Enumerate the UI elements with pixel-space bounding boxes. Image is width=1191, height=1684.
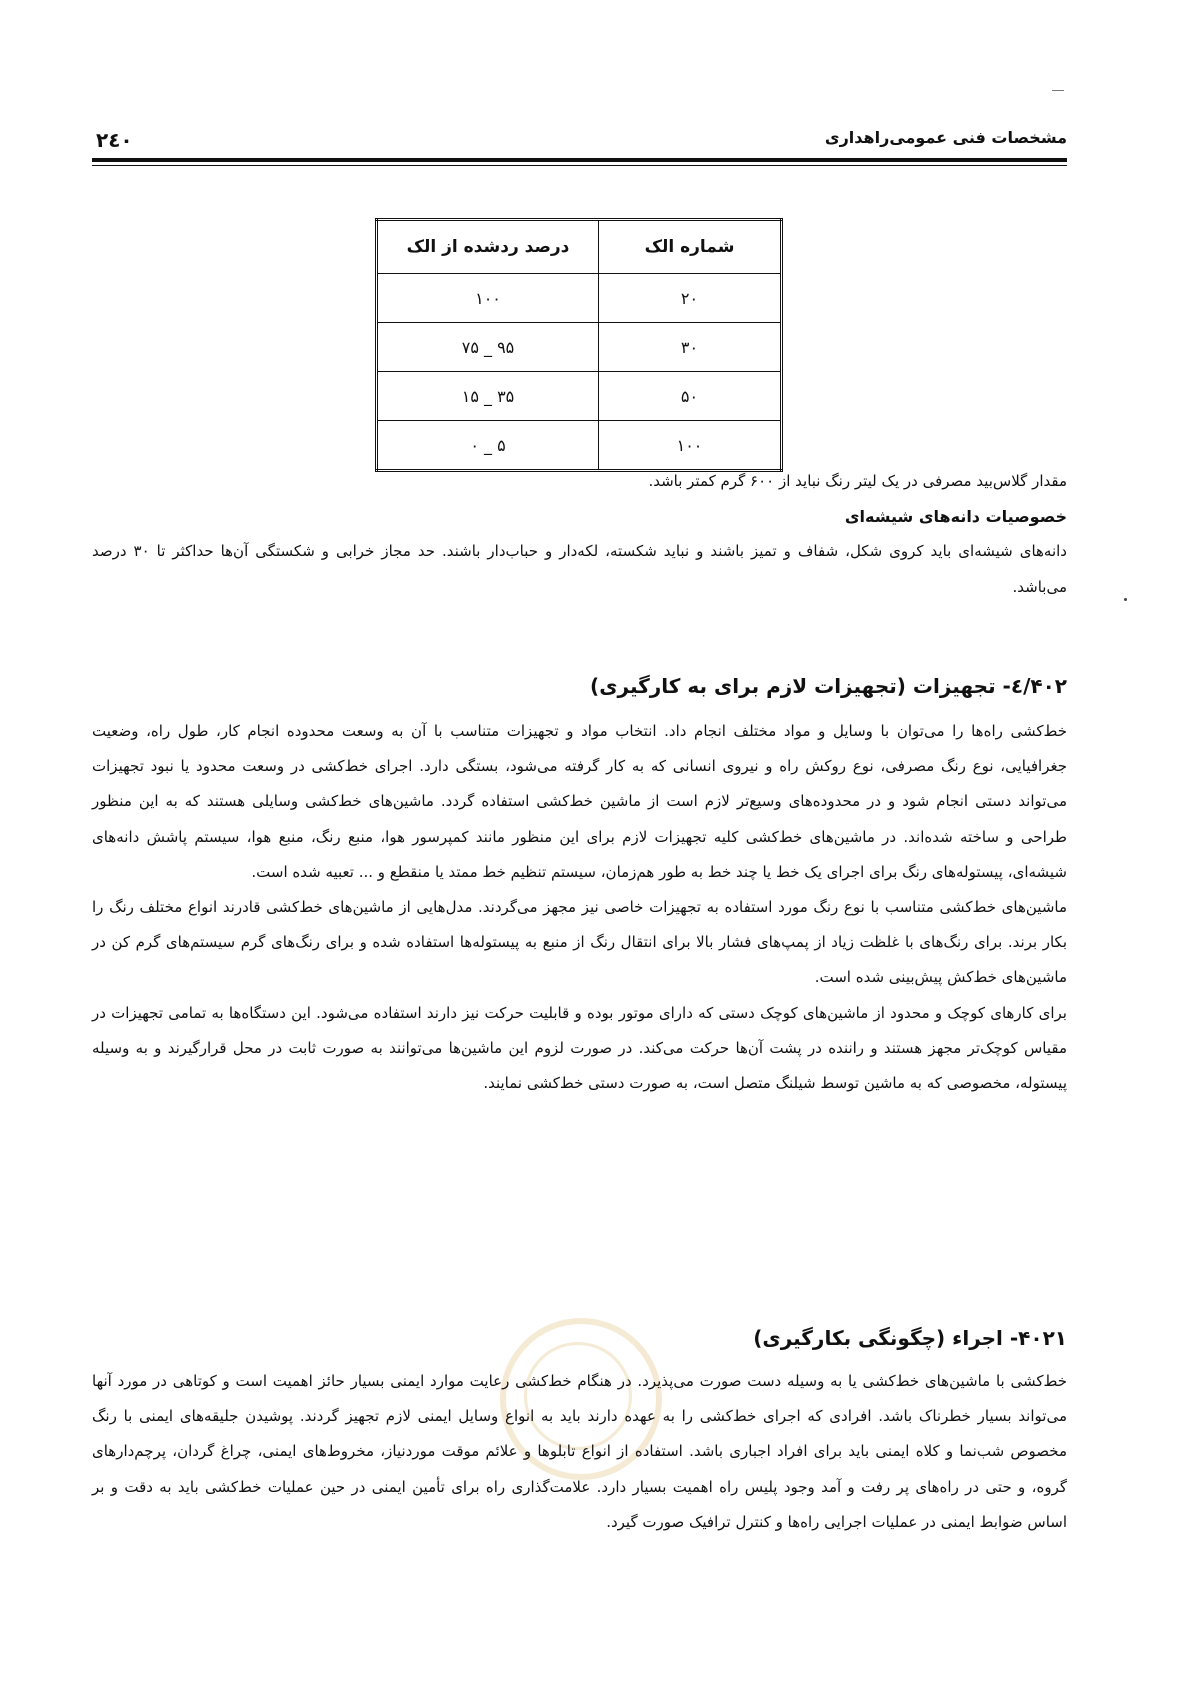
table-row [377,274,782,323]
cell-sieve-number: ۱۰۰ [599,421,782,471]
cell-sieve-number: ۵۰ [599,372,782,421]
glass-bead-paragraph: دانه‌های شیشه‌ای باید کروی شکل، شفاف و تمیز باشند و نباید شکسته، لکه‌دار و حباب‌دار باشند. حد مجاز خرابی و شکستگی آن‌ها حداکثر تا ۳۰ درصد می‌باشد. [92,542,1067,596]
cell-passing-percent: ۹۵ _ ۷۵ [377,323,599,372]
margin-tick [1052,90,1064,91]
sieve-table [375,218,783,472]
table-header-row [377,220,782,274]
header-rule-thick [92,158,1067,162]
margin-dot [1124,598,1127,601]
table-row [377,323,782,372]
cell-sieve-number: ۳۰ [599,323,782,372]
equipment-paragraph-3: برای کارهای کوچک و محدود از ماشین‌های کوچک دستی که دارای موتور بوده و قابلیت حرکت نیز دارند استفاده می‌شود. این دستگاه‌ها به تمامی تجهیزات در مقیاس کوچک‌تر مجهز هستند و راننده در پشت آن‌ها حرکت می‌کند. در صورت لزوم این ماشین‌ها می‌توانند به صورت ثابت در محل قرارگیرند و به وسیله پیستوله، مخصوصی که به ماشین توسط شیلنگ متصل است، به صورت دستی خط‌کشی نمایند. [92,1003,1067,1093]
page-header [92,118,1067,152]
page-number: ۲٤۰ [96,128,133,152]
cell-sieve-number: ۲۰ [599,274,782,323]
execution-paragraph: خط‌کشی با ماشین‌های خط‌کشی یا به وسیله دست صورت می‌پذیرد. در هنگام خط‌کشی رعایت موارد ایمنی بسیار حائز اهمیت است و کوتاهی در مورد آنها می‌تواند بسیار خطرناک باشد. افرادی که اجرای خط‌کشی را به عهده دارند باید به انواع وسایل ایمنی لازم تجهیز گردند. پوشیدن جلیقه‌های ایمنی با رنگ مخصوص شب‌نما و کلاه ایمنی باید برای افراد اجباری باشد. استفاده از انواع تابلوها و علائم موقت موردنیاز، مخروط‌های ایمنی، چراغ گردان، پرچم‌دارهای گروه، و حتی در راه‌های پر رفت و آمد وجود پلیس راه اهمیت بسیار دارد. علامت‌گذاری راه برای تأمین ایمنی در حین عملیات خط‌کشی باید به دقت و بر اساس ضوابط ایمنی در عملیات اجرایی راه‌ها و کنترل ترافیک صورت گیرد. [92,1372,1067,1531]
glass-bead-amount-note: مقدار گلاس‌بید مصرفی در یک لیتر رنگ نباید از ۶۰۰ گرم کمتر باشد. [648,472,1067,490]
section-heading-execution: ۴۰۲۱- اجراء (چگونگی بکارگیری) [753,1326,1067,1350]
col-header-sieve-number: شماره الک [599,220,782,274]
running-title: مشخصات فنی عمومی‌راهداری [824,128,1067,147]
table-row [377,372,782,421]
glass-bead-block [92,464,1067,605]
cell-passing-percent: ۳۵ _ ۱۵ [377,372,599,421]
execution-body [92,1364,1067,1540]
cell-passing-percent: ۵ _ ۰ [377,421,599,471]
section-heading-equipment: ۴۰۲/٤- تجهیزات (تجهیزات لازم برای به کارگیری) [590,674,1067,698]
header-rule-thin [92,165,1067,166]
equipment-paragraph-2: ماشین‌های خط‌کشی متناسب با نوع رنگ مورد استفاده به تجهیزات خاصی نیز مجهز می‌گردند. مدل‌هایی از ماشین‌های خط‌کشی قادرند انواع مختلف رنگ را بکار برند. برای رنگ‌های با غلظت زیاد از پمپ‌های فشار بالا برای انتقال رنگ از منبع به پیستوله‌ها استفاده شده و برای رنگ‌های گرم سیستم‌های گرم کن در ماشین‌های خط‌کش پیش‌بینی شده است. [92,898,1067,987]
table-row [377,421,782,471]
glass-bead-heading: خصوصیات دانه‌های شیشه‌ای [844,507,1067,527]
cell-passing-percent: ۱۰۰ [377,274,599,323]
equipment-body [92,714,1067,1101]
col-header-passing-percent: درصد ردشده از الک [377,220,599,274]
equipment-paragraph-1: خط‌کشی راه‌ها را می‌توان با وسایل و مواد مختلف انجام داد. انتخاب مواد و تجهیزات متناسب با آن به وسعت محدوده انجام کار، طول راه، وضعیت جغرافیایی، نوع رنگ مصرفی، نوع روکش راه و نیروی انسانی که به کار گرفته می‌شود، بستگی دارد. اجرای خط‌کشی در وسعت محدود یا نبود تجهیزات می‌تواند دستی انجام شود و در محدوده‌های وسیع‌تر لازم است از ماشین خط‌کشی استفاده گردد. ماشین‌های خط‌کشی وسایلی هستند که به این منظور طراحی و ساخته شده‌اند. در ماشین‌های خط‌کشی کلیه تجهیزات لازم برای این منظور مانند کمپرسور هوا، منبع رنگ، منبع هوا، سیستم پاشش دانه‌های شیشه‌ای، پیستوله‌های رنگ برای اجرای یک خط یا چند خط به طور هم‌زمان، سیستم تنظیم خط ممتد یا منقطع و ... تعبیه شده است. [92,722,1067,881]
